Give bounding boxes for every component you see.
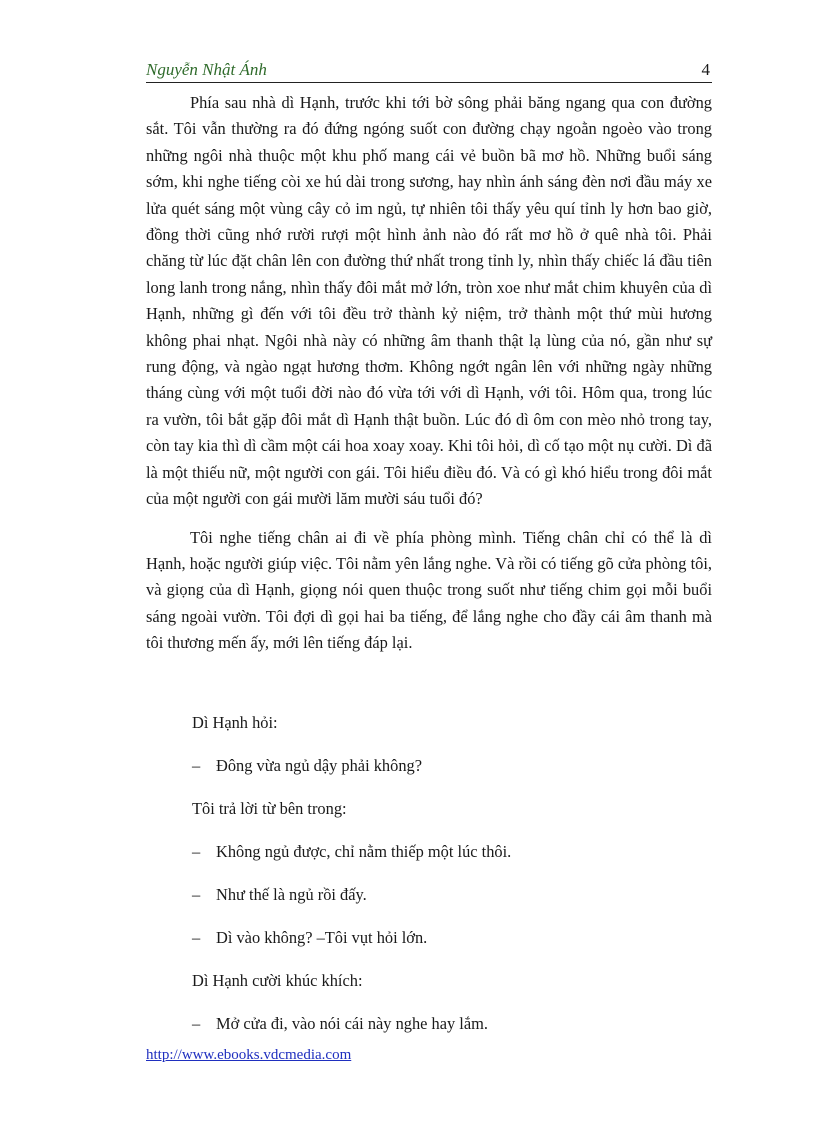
paragraph-1: Phía sau nhà dì Hạnh, trước khi tới bờ sông phải băng ngang qua con đường sắt. Tôi vẫn thường ra đó đứng ngóng suốt con đường chạy ngoằn ngoèo vào trong những ngôi nhà thuộc một khu phố mang cái vẻ buồn bã mơ hồ. Những buổi sáng sớm, khi nghe tiếng còi xe hú dài trong sương, hay nhìn ánh sáng đèn nơi đầu máy xe lửa quét sáng một vùng cây cỏ im ngủ, tự nhiên tôi thấy yêu quí tỉnh ly hơn bao giờ, đồng thời cũng nhớ rười rượi một hình ảnh nào đó rất mơ hồ ở quê nhà tôi. Phải chăng từ lúc đặt chân lên con đường thứ nhất trong tỉnh ly, nhìn thấy chiếc lá đầu tiên long lanh trong nắng, nhìn thấy đôi mắt mở lớn, tròn xoe như mắt chim khuyên của dì Hạnh, những gì đến với tôi đều trở thành kỷ niệm, trở thành một thứ mùi hương không phai nhạt. Ngôi nhà này có những âm thanh thật lạ lùng của nó, gần như sự rung động, và ngào ngạt hương thơm. Không ngớt ngân lên với những ngày những tháng cùng với một tuổi đời nào đó vừa tới với dì Hạnh, với tôi. Hôm qua, trong lúc ra vườn, tôi bắt gặp đôi mắt dì Hạnh thật buồn. Lúc đó dì ôm con mèo nhỏ trong tay, còn tay kia thì dì cầm một cái hoa xoay xoay. Khi tôi hỏi, dì cố tạo một nụ cười. Dì đã là một thiếu nữ, một người con gái. Tôi hiểu điều đó. Và có gì khó hiểu trong đôi mắt của một người con gái mười lăm mười sáu tuổi đó? — [146, 93, 712, 509]
narration-reply: Tôi trả lời từ bên trong: — [192, 799, 347, 818]
paragraph-2: Tôi nghe tiếng chân ai đi về phía phòng mình. Tiếng chân chỉ có thể là dì Hạnh, hoặc người giúp việc. Tôi nằm yên lắng nghe. Và rồi có tiếng gõ cửa phòng tôi, và giọng của dì Hạnh, giọng nói quen thuộc trong suốt như tiếng chim gọi mỗi buổi sáng ngoài vườn. Tôi đợi dì gọi hai ba tiếng, để lắng nghe cho đầy cái âm thanh mà tôi thương mến ấy, mới lên tiếng đáp lại. — [146, 527, 712, 653]
dash-mark: – — [192, 928, 201, 947]
dialogue-line-5 — [192, 1011, 488, 1037]
dialogue-text: Như thế là ngủ rồi đấy. — [216, 885, 367, 904]
dash-mark: – — [192, 1014, 201, 1033]
narration-laugh: Dì Hạnh cười khúc khích: — [192, 971, 363, 990]
dialogue-text: Dì vào không? –Tôi vụt hỏi lớn. — [216, 928, 428, 947]
dialogue-line-4 — [192, 925, 427, 951]
page-number: 4 — [701, 60, 710, 79]
narration-dihanh-asks: Dì Hạnh hỏi: — [192, 713, 278, 732]
dialogue-line-1 — [192, 753, 422, 779]
footer-link[interactable]: http://www.ebooks.vdcmedia.com — [146, 1047, 352, 1063]
dash-mark: – — [192, 885, 201, 904]
dialogue-text: Mở cửa đi, vào nói cái này nghe hay lắm. — [216, 1014, 488, 1033]
dialogue-line-2 — [192, 839, 511, 865]
dash-mark: – — [192, 756, 201, 775]
dialogue-line-3 — [192, 882, 367, 908]
dialogue-text: Đông vừa ngủ dậy phải không? — [216, 756, 422, 775]
author-name: Nguyễn Nhật Ánh — [146, 60, 267, 79]
dialogue-text: Không ngủ được, chỉ nằm thiếp một lúc thôi. — [216, 842, 512, 861]
dash-mark: – — [192, 842, 201, 861]
dialogue-lines — [192, 0, 712, 1123]
